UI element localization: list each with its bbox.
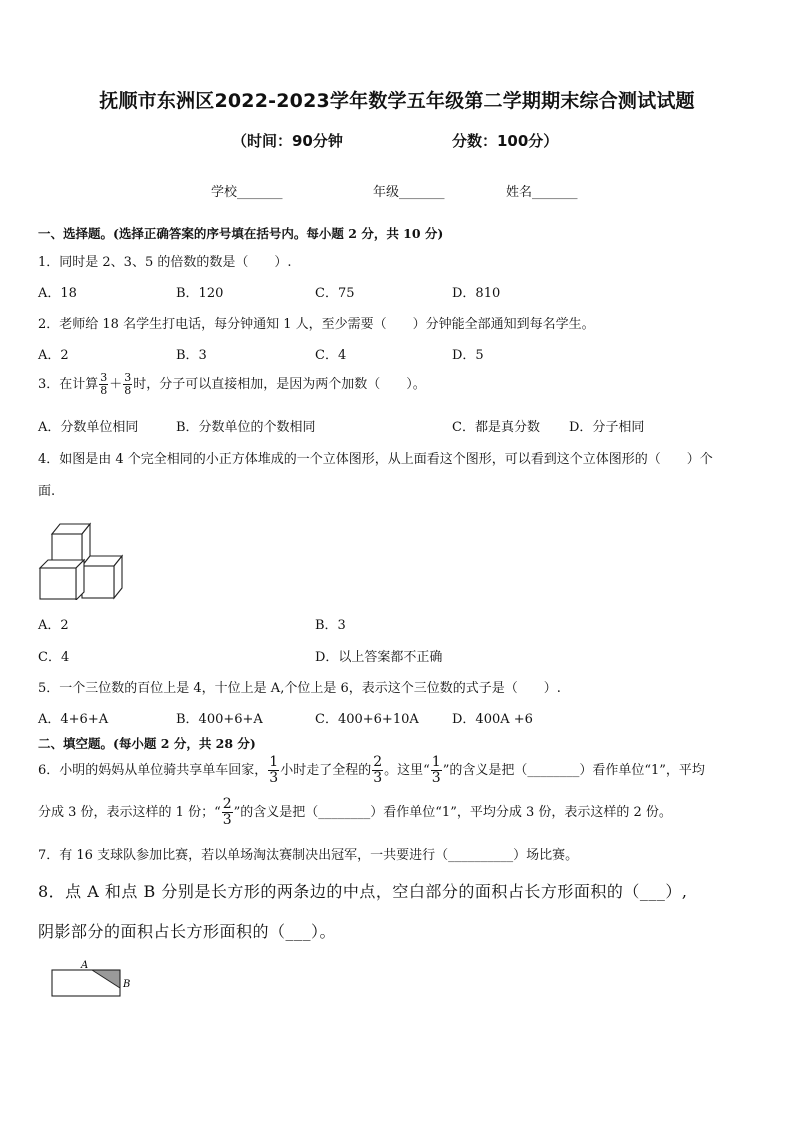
q3-fraction-2 [123,372,132,397]
q6-fraction-two-thirds [372,755,383,786]
section-choice-heading: 一、选择题。(选择正确答案的序号填在括号内。每小题 2 分，共 10 分) [38,226,444,241]
q6-text-2: 小时走了全程的 [280,763,372,778]
q2-stem: 2．老师给 18 名学生打电话，每分钟通知 1 人，至少需要（ ）分钟能全部通知到每名学生。 [38,317,595,332]
q6-f2-denominator: 3 [373,770,383,786]
point-b-label: B [123,979,131,990]
q4-option-b: B．3 [315,618,346,633]
q5-stem: 5．一个三位数的百位上是 4，十位上是 A,个位上是 6，表示这个三位数的式子是（ ）. [38,681,561,696]
q3-suffix: 时，分子可以直接相加，是因为两个加数（ ）。 [133,377,426,392]
q1-option-a: A．18 [38,286,77,301]
q8-line1: 8．点 A 和点 B 分别是长方形的两条边的中点，空白部分的面积占长方形面积的（___）, [38,882,688,901]
q5-option-b: B．400+6+A [176,712,263,727]
q6-f1-denominator: 3 [269,770,279,786]
q6-f3-numerator: 1 [431,754,441,770]
q6-fraction-two-thirds-quoted [222,797,233,828]
q2-option-b: B．3 [176,348,207,363]
q4-option-d: D．以上答案都不正确 [315,650,443,665]
q2-option-c: C．4 [315,348,347,363]
exam-time: （时间：90分钟 [232,132,343,150]
q3-f1-numerator: 3 [100,371,108,384]
q4-stem-line1: 4．如图是由 4 个完全相同的小正方体堆成的一个立体图形，从上面看这个图形，可以看到这个立体图形的（ ）个 [38,452,713,467]
q3-stem [38,372,426,397]
q3-option-b: B．分数单位的个数相同 [176,420,316,435]
q6-f4-numerator: 2 [222,796,232,812]
q1-stem: 1．同时是 2、3、5 的倍数的数是（ ）. [38,255,292,270]
section-fill-heading: 二、填空题。(每小题 2 分，共 28 分) [38,736,256,751]
q6-f4-denominator: 3 [222,812,232,828]
q3-option-c: C．都是真分数 [452,420,540,435]
q6-text-4: ”的含义是把（________）看作单位“1”，平均 [442,763,705,778]
q5-option-a: A．4+6+A [38,712,109,727]
q6-text-5: 分成 3 份，表示这样的 1 份；“ [38,805,221,820]
q5-option-d: D．400A +6 [452,712,533,727]
q4-option-c: C．4 [38,650,70,665]
q7-stem: 7．有 16 支球队参加比赛，若以单场淘汰赛制决出冠军，一共要进行（__________）场比赛。 [38,848,579,863]
q6-f3-denominator: 3 [431,770,441,786]
q3-plus: ＋ [109,377,123,392]
q6-f1-numerator: 1 [269,754,279,770]
q4-option-a: A．2 [38,618,69,633]
q5-option-c: C．400+6+10A [315,712,419,727]
q3-option-a: A．分数单位相同 [38,420,139,435]
q6-fraction-one-third-quoted [431,755,442,786]
q3-f2-numerator: 3 [124,371,132,384]
q1-option-b: B．120 [176,286,224,301]
q2-option-a: A．2 [38,348,69,363]
q3-f1-denominator: 8 [100,384,108,397]
q3-f2-denominator: 8 [124,384,132,397]
q2-option-d: D．5 [452,348,484,363]
q1-option-c: C．75 [315,286,355,301]
q6-text-1: 6．小明的妈妈从单位骑共享单车回家， [38,763,268,778]
q3-prefix: 3．在计算 [38,377,99,392]
q1-option-d: D．810 [452,286,501,301]
q6-f2-numerator: 2 [373,754,383,770]
q6-text-6: ”的含义是把（________）看作单位“1”，平均分成 3 份，表示这样的 2 份。 [233,805,672,820]
q3-fraction-1 [99,372,108,397]
school-field: 学校_______ [211,185,283,200]
q6-fraction-one-third [268,755,279,786]
q6-line2 [38,797,672,828]
left-cube-front-face [40,568,76,599]
exam-score: 分数：100分） [452,132,559,150]
point-a-label: A [81,960,89,971]
page-title: 抚顺市东洲区2022-2023学年数学五年级第二学期期末综合测试试题 [99,90,695,112]
q4-stem-line2: 面. [38,484,56,499]
right-cube-front-face [82,566,114,598]
q6-line1 [38,755,705,786]
q3-option-d: D．分子相同 [569,420,645,435]
q8-line2: 阴影部分的面积占长方形面积的（___）。 [38,922,337,941]
grade-field: 年级_______ [373,185,445,200]
cube-stack-figure [38,510,128,600]
q6-text-3: 。这里“ [384,763,430,778]
name-field: 姓名_______ [506,185,578,200]
rectangle-shaded-figure [48,956,140,1000]
